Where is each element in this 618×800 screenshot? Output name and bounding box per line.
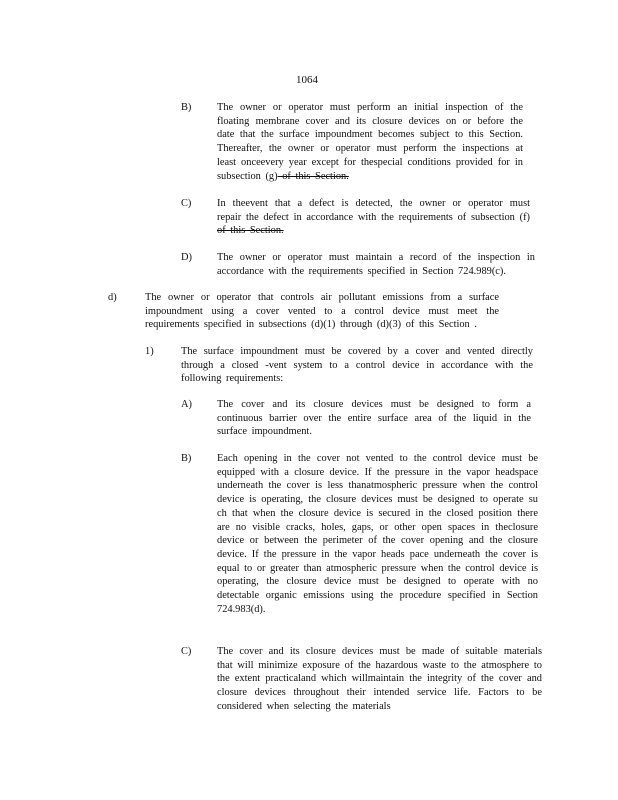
struck-text: of this Section. bbox=[217, 225, 284, 237]
item-text: The owner or operator must maintain a record of the inspection in accordance with the requirements specified in Section 724.989(c). bbox=[217, 252, 535, 277]
item-text bbox=[217, 197, 530, 238]
struck-text: of this Section. bbox=[277, 170, 349, 182]
section-label: d) bbox=[108, 292, 117, 303]
item-label: A) bbox=[181, 399, 192, 410]
item-text: The cover and its closure devices must be made of suitable materials that will minimize exposure of the hazardous waste to the atmosphere to the extent practicaland which willmaintain the integrity of the cover and closure devices throughout their intended service life. Factors to be considered when selecting the materials bbox=[217, 646, 542, 712]
item-text: The cover and its closure devices must be designed to form a continuous barrier over the entire surface area of the liquid in the surface impoundment. bbox=[217, 399, 531, 438]
subsection-label: 1) bbox=[145, 346, 154, 357]
section-text: The owner or operator that controls air pollutant emissions from a surface impoundment using a cover vented to a control device must meet the requirements specified in subsections (d)(1) through (d)(3) of this Section . bbox=[145, 292, 499, 331]
subsection-text: The surface impoundment must be covered by a cover and vented directly through a closed -vent system to a control device in accordance with the following requirements: bbox=[181, 346, 533, 385]
page-number: 1064 bbox=[296, 74, 318, 86]
item-text: Each opening in the cover not vented to the control device must be equipped with a closure device. If the pressure in the vapor headspace underneath the cover is less thanatmospheric pressure when the control device is operating, the closure devices must be designed to operate su ch that when the closure device is secured in the closed position there are no visible cracks, holes, gaps, or other open spaces in theclosure device or between the perimeter of the cover opening and the closure device. If the pressure in the vapor heads pace underneath the cover is equal to or greater than atmospheric pressure when the control device is operating, the closure device must be designed to operate with no detectable organic emissions using the procedure specified in Section 724.983(d). bbox=[217, 453, 538, 615]
item-label: D) bbox=[181, 252, 192, 263]
item-label: B) bbox=[181, 102, 192, 113]
item-text bbox=[217, 101, 523, 183]
item-label: C) bbox=[181, 646, 192, 657]
item-label: B) bbox=[181, 453, 192, 464]
item-label: C) bbox=[181, 198, 192, 209]
item-body-text: The owner or operator must perform an initial inspection of the floating membrane cover and its closure devices on or before the date that the surface impoundment becomes subject to this Section. Thereafter, the owner or operator must perform the inspections at least onceevery year except for thespecial conditions provided for in subsection (g) bbox=[217, 102, 523, 182]
item-body-text: In theevent that a defect is detected, the owner or operator must repair the defect in accordance with the requirements of subsection (f) bbox=[217, 198, 530, 223]
